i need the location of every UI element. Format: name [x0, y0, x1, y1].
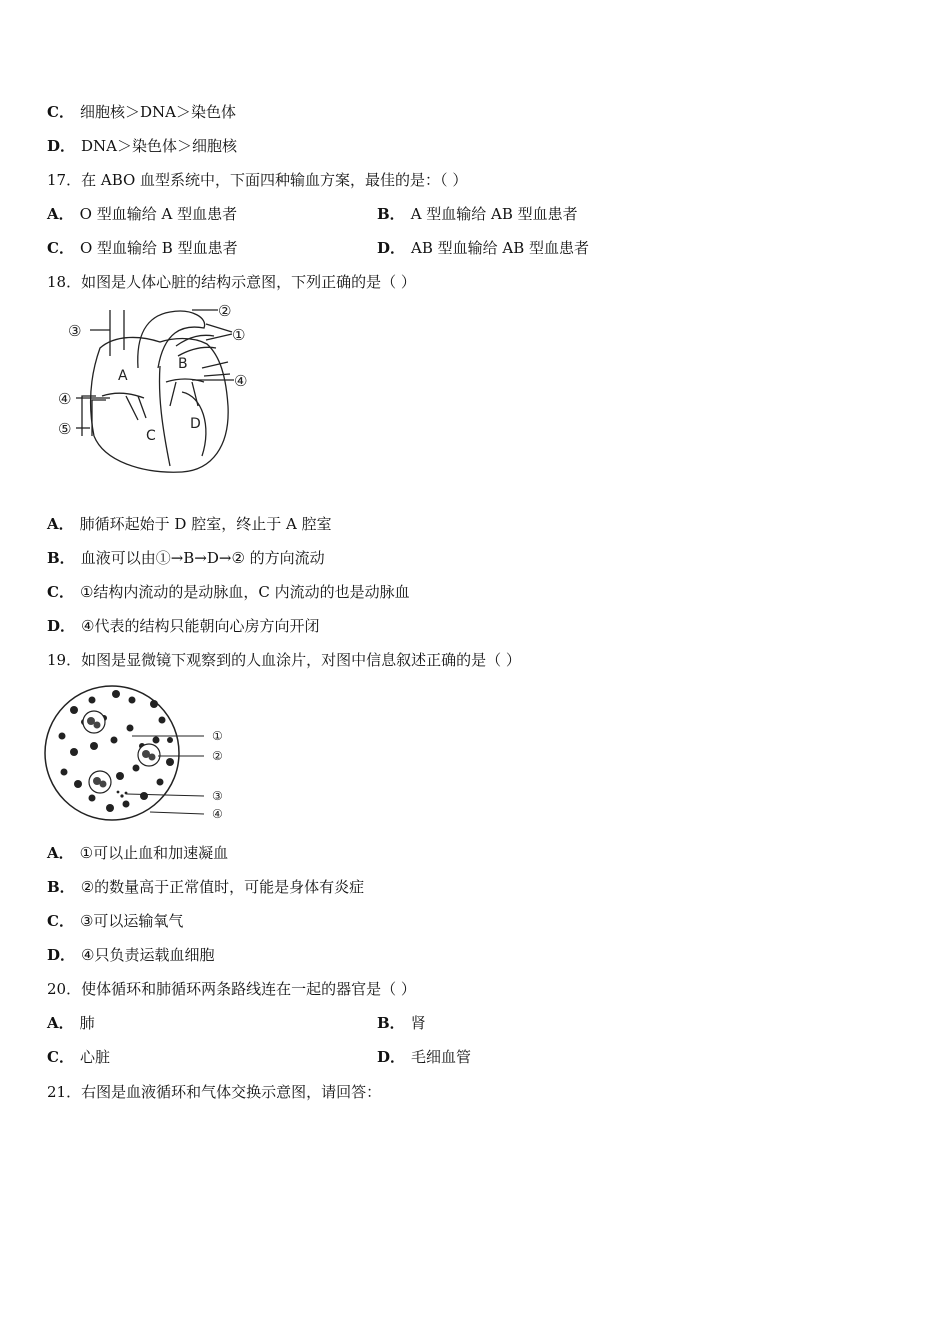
smear-label-2: ②: [212, 749, 223, 763]
label-D: D: [190, 416, 201, 432]
option-text: O 型血输给 A 型血患者: [79, 205, 238, 223]
q18-option-c: [47, 582, 410, 602]
option-text: O 型血输给 B 型血患者: [79, 239, 238, 257]
option-text: 心脏: [79, 1048, 110, 1066]
label-C: C: [146, 428, 156, 444]
label-4-left: ④: [58, 390, 72, 408]
option-text: AB 型血输给 AB 型血患者: [411, 239, 590, 257]
option-letter: C．: [47, 1048, 74, 1066]
option-text: ④代表的结构只能朝向心房方向开闭: [81, 617, 320, 635]
q17-option-a: [47, 204, 237, 224]
q19-option-a: [47, 843, 228, 863]
option-letter: C．: [47, 583, 74, 601]
option-text: 细胞核＞DNA＞染色体: [79, 103, 236, 121]
q20-option-c: [47, 1047, 110, 1067]
option-text: 肺: [79, 1014, 95, 1032]
heart-outline: [91, 337, 229, 472]
pulmonary-veins: [202, 362, 230, 376]
option-letter: B．: [47, 878, 75, 896]
option-letter: B．: [377, 205, 405, 223]
q17-option-b: [377, 204, 578, 224]
option-text: 血液可以由①→B→D→② 的方向流动: [80, 549, 325, 567]
option-letter: B．: [47, 549, 75, 567]
q18-stem: 18．如图是人体心脏的结构示意图，下列正确的是（ ）: [47, 273, 416, 291]
option-text: A 型血输给 AB 型血患者: [410, 205, 578, 223]
label-5: ⑤: [58, 420, 72, 438]
option-letter: B．: [377, 1014, 405, 1032]
q19-option-d: [47, 945, 214, 965]
q20-stem: 20．使体循环和肺循环两条路线连在一起的器官是（ ）: [47, 980, 416, 998]
q17-option-c: [47, 238, 238, 258]
option-text: DNA＞染色体＞细胞核: [81, 137, 238, 155]
option-letter: D．: [377, 1048, 406, 1066]
option-text: 肺循环起始于 D 腔室，终止于 A 腔室: [79, 515, 332, 533]
option-letter: C．: [47, 239, 74, 257]
q19-stem: 19．如图是显微镜下观察到的人血涂片，对图中信息叙述正确的是（ ）: [47, 651, 521, 669]
q17-stem: 17．在 ABO 血型系统中，下面四种输血方案，最佳的是：（ ）: [47, 171, 468, 189]
smear-label-1: ①: [212, 729, 223, 743]
pointer-4: [150, 812, 204, 814]
option-letter: A．: [47, 844, 74, 862]
option-letter: C．: [47, 912, 74, 930]
q20-option-a: [47, 1013, 95, 1033]
label-4-right: ④: [234, 372, 248, 390]
smear-label-3: ③: [212, 789, 223, 803]
q16-option-d: [47, 136, 237, 156]
q19-option-b: [47, 877, 364, 897]
smear-label-4: ④: [212, 807, 223, 821]
q17-option-d: [377, 238, 589, 258]
option-text: ②的数量高于正常值时，可能是身体有炎症: [80, 878, 365, 896]
label-A: A: [118, 368, 128, 384]
option-text: ①结构内流动的是动脉血，C 内流动的也是动脉血: [79, 583, 410, 601]
option-letter: D．: [377, 239, 406, 257]
label-3: ③: [68, 322, 82, 340]
option-letter: A．: [47, 515, 74, 533]
q19-option-c: [47, 911, 183, 931]
option-letter: C．: [47, 103, 74, 121]
option-letter: D．: [47, 617, 76, 635]
q16-option-c: [47, 102, 236, 122]
q18-option-b: [47, 548, 325, 568]
option-letter: A．: [47, 1014, 74, 1032]
pointer-1: [206, 324, 232, 340]
option-text: ③可以运输氧气: [79, 912, 184, 930]
q21-stem: 21．右图是血液循环和气体交换示意图，请回答：: [47, 1083, 382, 1101]
q20-option-d: [377, 1047, 471, 1067]
option-text: 肾: [410, 1014, 426, 1032]
option-letter: D．: [47, 946, 76, 964]
option-letter: D．: [47, 137, 76, 155]
blood-smear-diagram: [44, 680, 236, 830]
label-2: ②: [218, 302, 232, 320]
option-text: ④只负责运载血细胞: [81, 946, 215, 964]
heart-diagram: [52, 296, 262, 481]
option-text: ①可以止血和加速凝血: [79, 844, 229, 862]
inferior-vena-cava: [82, 396, 106, 436]
label-B: B: [178, 356, 188, 372]
q20-option-b: [377, 1013, 426, 1033]
option-letter: A．: [47, 205, 74, 223]
valve-left: [102, 393, 146, 420]
label-1: ①: [232, 326, 246, 344]
option-text: 毛细血管: [411, 1048, 472, 1066]
q18-option-a: [47, 514, 332, 534]
q18-option-d: [47, 616, 319, 636]
superior-vena-cava: [110, 310, 124, 356]
